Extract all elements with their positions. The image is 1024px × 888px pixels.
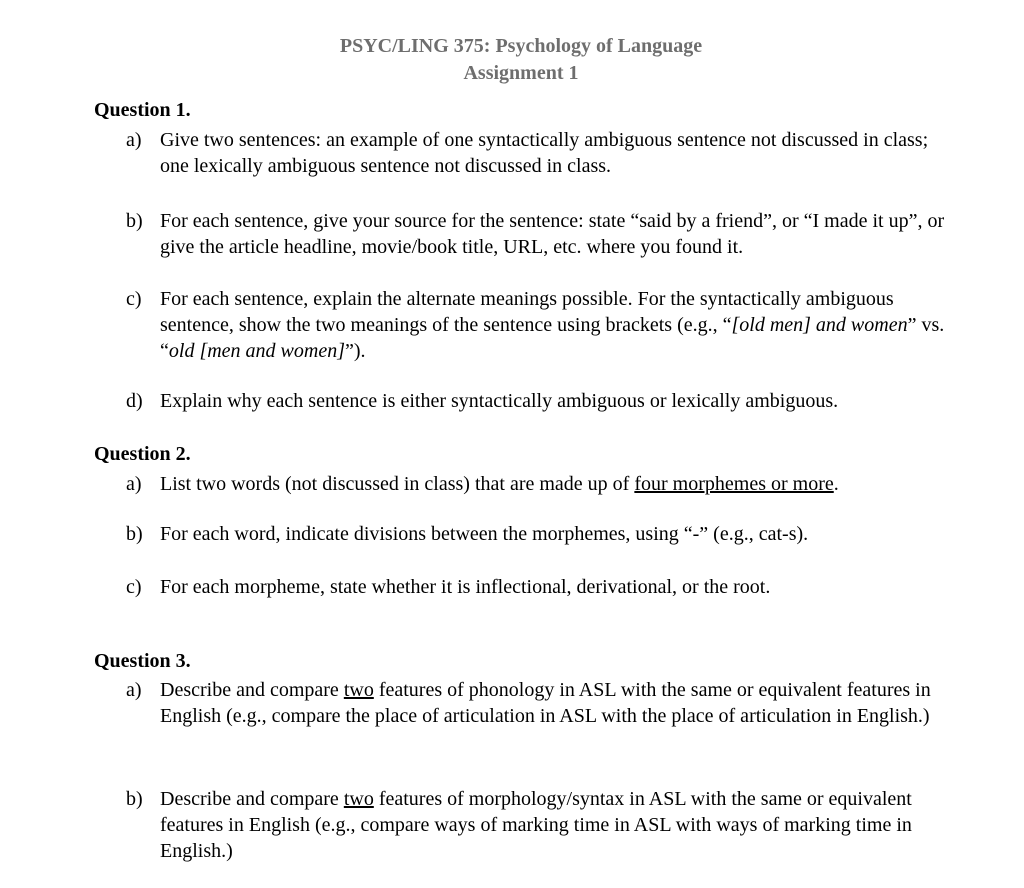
- item-underlined: four morphemes or more: [634, 473, 834, 495]
- item-text: [160, 471, 956, 497]
- document-title: [18, 33, 1024, 87]
- question-1b: [126, 208, 956, 260]
- item-letter: b): [126, 523, 143, 545]
- item-text-part: List two words (not discussed in class) that are made up of: [160, 473, 635, 495]
- item-letter: a): [126, 473, 142, 495]
- item-text-part: features of morphology/syntax in ASL with the same or equivalent features in English (e.g., compare ways of marking time in ASL with ways of marking time in English.): [160, 788, 912, 862]
- item-italic-example: [old men] and women: [731, 314, 908, 336]
- item-letter: c): [126, 288, 142, 310]
- assignment-title: Assignment 1: [463, 62, 579, 84]
- course-title: PSYC/LING 375: Psychology of Language: [339, 35, 703, 57]
- item-text-part: features of phonology in ASL with the same or equivalent features in English (e.g., compare the place of articulation in ASL with the place of articulation in English.): [160, 679, 931, 727]
- question-3a: [126, 677, 956, 729]
- item-text: For each word, indicate divisions between the morphemes, using “-” (e.g., cat-s).: [160, 523, 809, 545]
- question-3b: [126, 786, 956, 864]
- item-underlined: two: [343, 788, 374, 810]
- item-italic-example: old [men and women]: [168, 340, 345, 362]
- item-letter: d): [126, 390, 143, 412]
- item-text-part: ”).: [345, 340, 366, 362]
- question-3-heading: Question 3.: [94, 650, 191, 672]
- item-letter: b): [126, 788, 143, 810]
- item-text: [160, 286, 956, 364]
- question-1d: [126, 388, 956, 414]
- question-2-heading: Question 2.: [94, 443, 191, 465]
- item-text: Explain why each sentence is either syntactically ambiguous or lexically ambiguous.: [160, 390, 839, 412]
- item-text: [160, 786, 956, 864]
- item-text-part: Describe and compare: [160, 788, 344, 810]
- question-1-heading: Question 1.: [94, 99, 191, 121]
- question-2b: [126, 521, 956, 547]
- item-underlined: two: [343, 679, 374, 701]
- item-letter: a): [126, 679, 142, 701]
- question-2a: [126, 471, 956, 497]
- item-letter: b): [126, 210, 143, 232]
- item-letter: c): [126, 576, 142, 598]
- item-text-part: Describe and compare: [160, 679, 344, 701]
- item-text-part: For each sentence, explain the alternate meanings possible. For the syntactically ambiguous sentence, show the two meanings of the sentence using brackets (e.g., “: [160, 288, 894, 336]
- item-text-part: .: [833, 473, 839, 495]
- item-letter: a): [126, 129, 142, 151]
- item-text: For each sentence, give your source for the sentence: state “said by a friend”, or “I made it up”, or give the article headline, movie/book title, URL, etc. where you found it.: [160, 210, 945, 258]
- item-text: Give two sentences: an example of one syntactically ambiguous sentence not discussed in class; one lexically ambiguous sentence not discussed in class.: [160, 129, 929, 177]
- item-text: For each morpheme, state whether it is inflectional, derivational, or the root.: [160, 576, 771, 598]
- question-1a: [126, 127, 956, 179]
- question-2c: [126, 574, 956, 600]
- item-text: [160, 677, 956, 729]
- item-text-part: ” vs. “: [160, 314, 945, 362]
- question-1c: [126, 286, 956, 364]
